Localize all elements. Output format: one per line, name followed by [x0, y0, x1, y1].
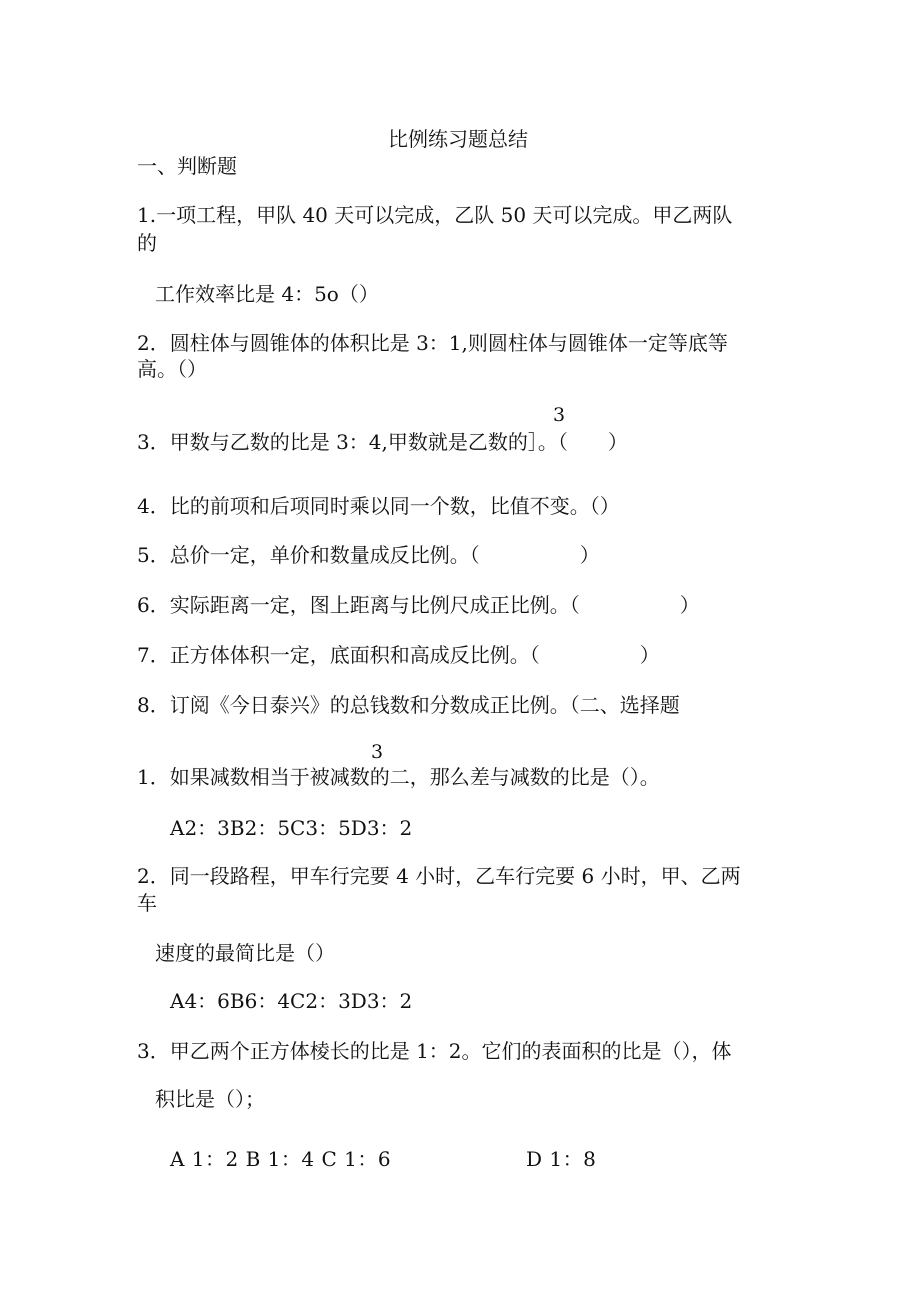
choice-q3-line2: 积比是（）； [155, 1087, 265, 1111]
choice-q2-options: A4：6B6：4C2：3D3：2 [170, 989, 413, 1013]
choice-q1-options: A2：3B2：5C3：5D3：2 [170, 816, 413, 840]
choice-q3-options-abc: A 1：2 B 1：4 C 1：6 [170, 1147, 392, 1171]
page-title: 比例练习题总结 [388, 127, 528, 151]
choice-q3-line1: 3．甲乙两个正方体棱长的比是 1：2。它们的表面积的比是（），体 [137, 1039, 732, 1063]
judgment-q8: 8．订阅《今日泰兴》的总钱数和分数成正比例。（二、选择题 [137, 693, 680, 717]
judgment-q3: 3．甲数与乙数的比是 3：4,甲数就是乙数的］。（ ） [137, 430, 628, 454]
judgment-q3-fraction-numerator: 3 [553, 404, 566, 426]
judgment-q1-line1: 1.一项工程，甲队 40 天可以完成，乙队 50 天可以完成。甲乙两队 [137, 203, 733, 227]
judgment-q2-line1: 2．圆柱体与圆锥体的体积比是 3：1,则圆柱体与圆锥体一定等底等 [137, 331, 728, 355]
judgment-q4: 4．比的前项和后项同时乘以同一个数，比值不变。（） [137, 494, 620, 518]
judgment-q7: 7．正方体体积一定，底面积和高成反比例。（ ） [137, 643, 660, 667]
judgment-q5: 5．总价一定，单价和数量成反比例。（ ） [137, 543, 600, 567]
choice-q2-line3: 速度的最简比是（） [155, 941, 335, 965]
choice-q1-fraction-numerator: 3 [371, 741, 384, 763]
judgment-q1-line2: 的 [137, 231, 157, 255]
choice-q3-option-d: D 1：8 [526, 1147, 597, 1171]
choice-q2-line2: 车 [137, 891, 157, 915]
judgment-q2-line2: 高。（） [137, 357, 207, 381]
section-heading-judgment: 一、判断题 [137, 154, 237, 178]
choice-q2-line1: 2．同一段路程，甲车行完要 4 小时，乙车行完要 6 小时，甲、乙两 [137, 864, 741, 888]
judgment-q1-line3: 工作效率比是 4：5o（） [155, 282, 379, 306]
choice-q1: 1．如果减数相当于被减数的二，那么差与减数的比是（）。 [137, 765, 660, 789]
judgment-q6: 6．实际距离一定，图上距离与比例尺成正比例。（ ） [137, 593, 700, 617]
